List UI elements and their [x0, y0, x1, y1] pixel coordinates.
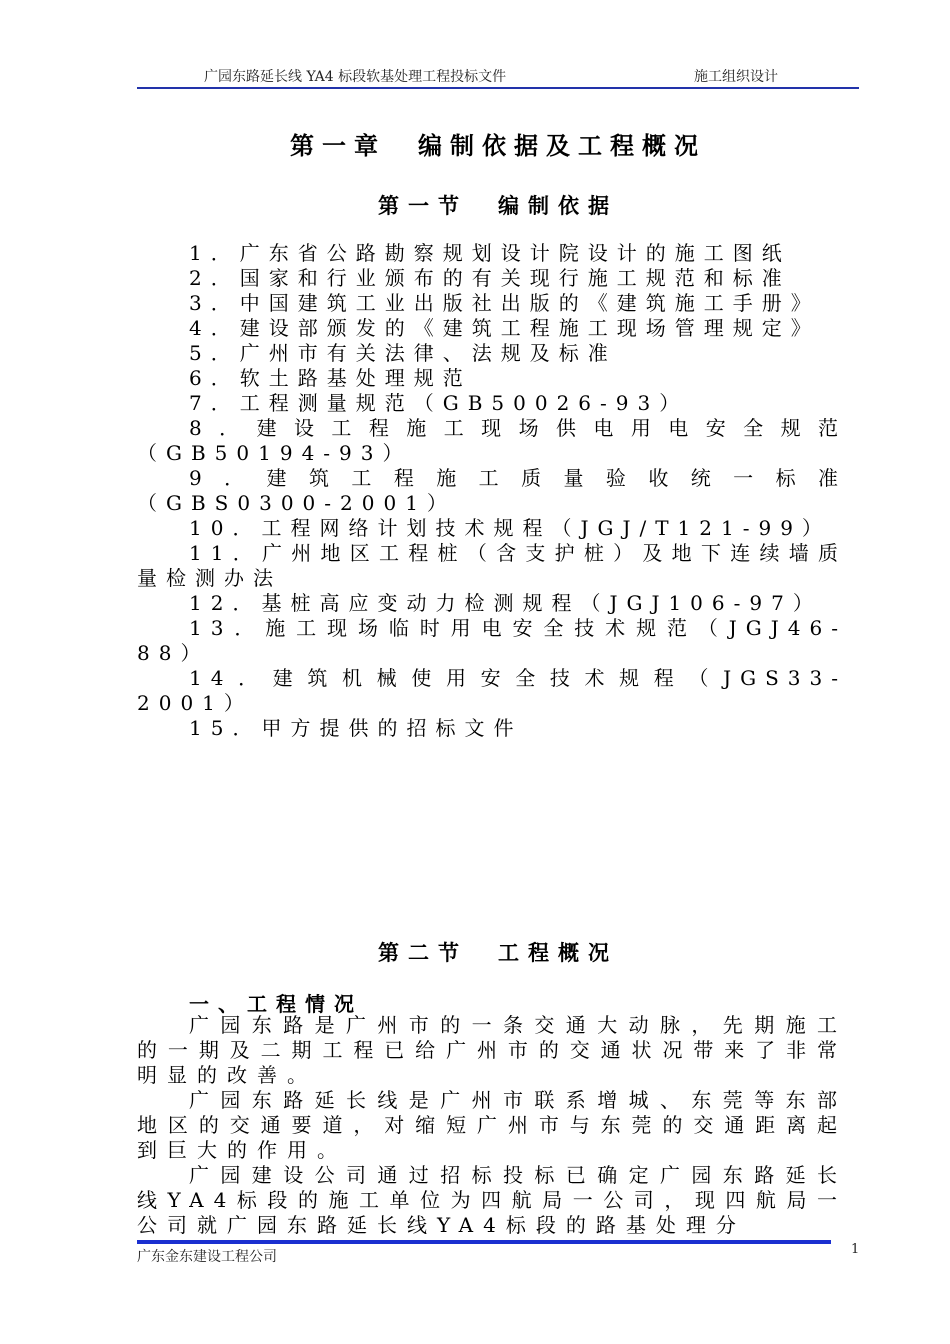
header-document-title: 广园东路延长线 YA4 标段软基处理工程投标文件 — [204, 69, 507, 85]
list-item: 3．中国建筑工业出版社出版的《建筑施工手册》 — [189, 291, 820, 315]
page-header — [137, 66, 859, 88]
section-title-overview: 第二节 工程概况 — [378, 941, 618, 965]
basis-list — [137, 241, 847, 741]
footer-divider — [137, 1240, 831, 1244]
list-item: 1．广东省公路勘察规划设计院设计的施工图纸 — [189, 241, 791, 265]
list-item: 9．建筑工程施工质量验收统一标准（GBS0300-2001） — [137, 466, 847, 515]
footer-company: 广东金东建设工程公司 — [137, 1249, 277, 1265]
list-item: 14．建筑机械使用安全技术规程（JGS33-2001） — [137, 666, 847, 715]
list-item: 7．工程测量规范（GB50026-93） — [189, 391, 689, 415]
subsection-title: 一、工程情况 — [189, 992, 363, 1016]
header-section-title: 施工组织设计 — [694, 69, 778, 85]
paragraph: 广园东路延长线是广州市联系增城、东莞等东部地区的交通要道，对缩短广州市与东莞的交通距离起到巨大的作用。 — [137, 1088, 847, 1162]
list-item: 11．广州地区工程桩（含支护桩）及地下连续墙质量检测办法 — [137, 541, 847, 590]
paragraph: 广园建设公司通过招标投标已确定广园东路延长线YA4标段的施工单位为四航局一公司，现四航局一公司就广园东路延长线YA4标段的路基处理分 — [137, 1163, 847, 1237]
overview-body — [137, 1013, 847, 1238]
list-item: 6．软土路基处理规范 — [189, 366, 472, 390]
list-item: 2．国家和行业颁布的有关现行施工规范和标准 — [189, 266, 791, 290]
header-divider — [137, 87, 859, 89]
chapter-title: 第一章 编制依据及工程概况 — [290, 132, 706, 160]
list-item: 5．广州市有关法律、法规及标准 — [189, 341, 617, 365]
list-item: 8．建设工程施工现场供电用电安全规范（GB50194-93） — [137, 416, 847, 465]
list-item: 10．工程网络计划技术规程（JGJ/T121-99） — [189, 516, 831, 540]
page-number: 1 — [851, 1242, 860, 1257]
list-item: 15．甲方提供的招标文件 — [189, 716, 523, 740]
list-item: 13．施工现场临时用电安全技术规范（JGJ46-88） — [137, 616, 847, 665]
list-item: 4．建设部颁发的《建筑工程施工现场管理规定》 — [189, 316, 820, 340]
list-item: 12．基桩高应变动力检测规程（JGJ106-97） — [189, 591, 822, 615]
paragraph: 广园东路是广州市的一条交通大动脉，先期施工的一期及二期工程已给广州市的交通状况带来了非常明显的改善。 — [137, 1013, 847, 1087]
section-title-basis: 第一节 编制依据 — [378, 194, 618, 218]
